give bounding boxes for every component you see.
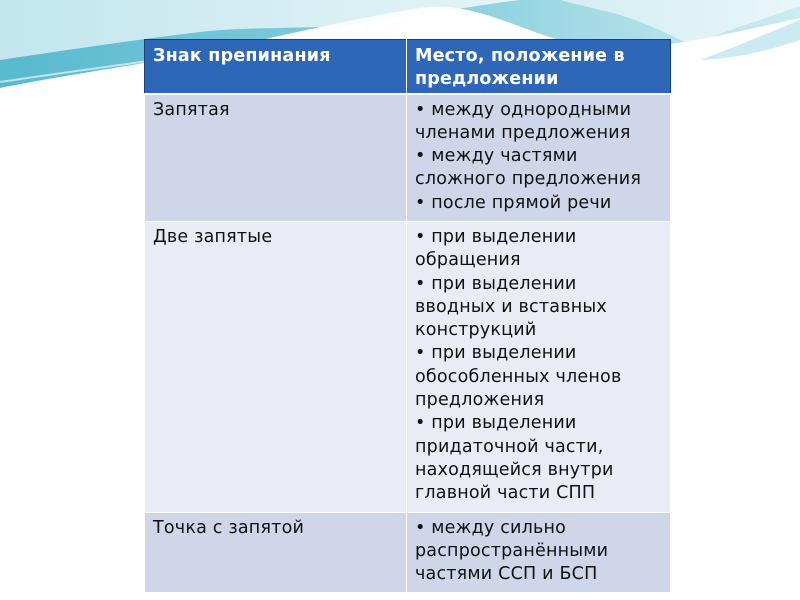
header-sign: Знак препинания bbox=[145, 40, 407, 94]
list-item: • между однородными членами предложения bbox=[415, 99, 632, 143]
cell-sign: Запятая bbox=[145, 94, 407, 222]
cell-sign: Точка с запятой bbox=[145, 512, 407, 593]
places-list bbox=[415, 226, 662, 506]
list-item: • между сильно распространёнными частями ССП и БСП bbox=[415, 517, 609, 585]
list-item: • между частями сложного предложения bbox=[415, 146, 642, 190]
list-item: • после прямой речи bbox=[415, 192, 612, 213]
punctuation-table bbox=[144, 39, 671, 593]
list-item: • при выделении придаточной части, находящейся внутри главной части СПП bbox=[415, 413, 614, 504]
table-header-row bbox=[145, 40, 671, 94]
list-item: • при выделении обособленных членов предложения bbox=[415, 343, 622, 411]
cell-places bbox=[407, 512, 671, 593]
places-list bbox=[415, 99, 662, 215]
cell-sign: Две запятые bbox=[145, 221, 407, 512]
table-row bbox=[145, 94, 671, 222]
table-row bbox=[145, 221, 671, 512]
header-place: Место, положение в предложении bbox=[407, 40, 671, 94]
list-item: • при выделении вводных и вставных конструкций bbox=[415, 273, 607, 341]
table-row bbox=[145, 512, 671, 593]
places-list bbox=[415, 517, 662, 587]
cell-places bbox=[407, 221, 671, 512]
cell-places bbox=[407, 94, 671, 222]
list-item: • при выделении обращения bbox=[415, 226, 577, 271]
punctuation-table-container bbox=[144, 39, 670, 593]
